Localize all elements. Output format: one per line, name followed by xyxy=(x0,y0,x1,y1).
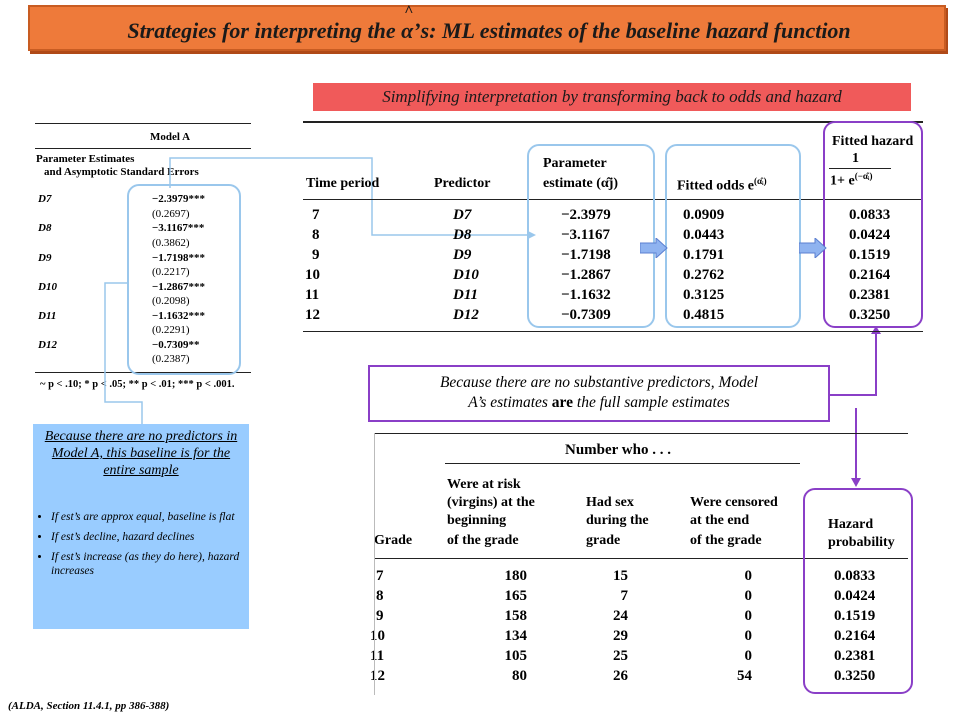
model-a-row-estimate: −1.7198*** xyxy=(152,252,206,264)
model-a-row-se: (0.3862) xyxy=(152,237,190,249)
row-hazard: 0.3250 xyxy=(849,307,891,323)
hazard-column-highlight xyxy=(823,121,923,328)
row-odds: 0.2762 xyxy=(683,267,725,283)
header-censored-l1: Were censored xyxy=(690,495,778,510)
row-hazard: 0.2381 xyxy=(849,287,891,303)
title-part-before: Strategies for interpreting the xyxy=(127,18,402,43)
blue-note-heading: Because there are no predictors in Model A, this baseline is for the entire sample xyxy=(44,429,238,478)
grade-cell: 7 xyxy=(376,568,384,584)
at-risk-cell: 165 xyxy=(504,588,527,604)
at-risk-cell: 180 xyxy=(504,568,527,584)
model-a-row-label: D10 xyxy=(38,281,57,293)
hazard-cell: 0.1519 xyxy=(834,608,876,624)
header-fitted-odds-exp: (α̂ᵢ) xyxy=(754,176,767,186)
header-param-line2: estimate (α̂j) xyxy=(543,176,619,191)
blue-note-bullet: • If est’s decline, hazard declines xyxy=(51,530,251,544)
row-period: 10 xyxy=(305,267,320,283)
row-predictor: D12 xyxy=(453,307,479,323)
at-risk-cell: 158 xyxy=(504,608,527,624)
row-hazard: 0.1519 xyxy=(849,247,891,263)
title-part-after: ’s: ML estimates of the baseline hazard function xyxy=(413,18,851,43)
censored-cell: 0 xyxy=(744,608,752,624)
connector-to-parameter-column xyxy=(170,158,528,235)
purple-note-text xyxy=(370,367,828,413)
header-predictor: Predictor xyxy=(434,176,491,191)
model-a-section-line1: Parameter Estimates xyxy=(36,153,135,165)
model-a-row-estimate: −1.2867*** xyxy=(152,281,206,293)
header-at-risk-l3: beginning xyxy=(447,513,507,528)
header-had-sex-l1: Had sex xyxy=(586,495,634,510)
row-estimate: −2.3979 xyxy=(561,207,611,223)
header-censored-l2: at the end xyxy=(690,513,750,528)
header-hazard-l1: Hazard xyxy=(828,517,874,532)
censored-cell: 0 xyxy=(744,648,752,664)
at-risk-cell: 105 xyxy=(504,648,527,664)
purple-note-line1: Because there are no substantive predictors, Model xyxy=(439,374,759,391)
citation: (ALDA, Section 11.4.1, pp 386-388) xyxy=(8,700,170,712)
hazard-cell: 0.2381 xyxy=(834,648,876,664)
purple-connector-up xyxy=(830,332,876,395)
model-a-row-se: (0.2098) xyxy=(152,295,190,307)
model-a-row-estimate: −0.7309** xyxy=(152,339,200,351)
model-a-footnote: ~ p < .10; * p < .05; ** p < .01; *** p < .001. xyxy=(40,379,235,390)
header-had-sex-l2: during the xyxy=(586,513,649,528)
model-a-row-label: D9 xyxy=(38,252,52,264)
group-header-rule xyxy=(445,463,800,464)
purple-note-box xyxy=(368,365,830,422)
header-fitted-odds-text: Fitted odds e xyxy=(677,178,754,194)
hazard-probability-highlight xyxy=(803,488,913,694)
hazard-cell: 0.3250 xyxy=(834,668,876,684)
model-a-row-label: D7 xyxy=(38,193,52,205)
row-odds: 0.3125 xyxy=(683,287,725,303)
row-odds: 0.0443 xyxy=(683,227,725,243)
had-sex-cell: 25 xyxy=(613,648,628,664)
model-a-row-label: D11 xyxy=(38,310,57,322)
row-period: 8 xyxy=(312,227,320,243)
header-at-risk-l1: Were at risk xyxy=(447,477,521,492)
row-period: 9 xyxy=(312,247,320,263)
censored-cell: 0 xyxy=(744,628,752,644)
grade-cell: 10 xyxy=(370,628,385,644)
row-hazard: 0.2164 xyxy=(849,267,891,283)
hazard-cell: 0.2164 xyxy=(834,628,876,644)
model-a-header: Model A xyxy=(150,131,191,143)
row-estimate: −1.1632 xyxy=(561,287,611,303)
purple-note-line2-before: A’s estimates xyxy=(468,394,552,411)
row-period: 7 xyxy=(312,207,320,223)
had-sex-cell: 24 xyxy=(613,608,628,624)
header-grade: Grade xyxy=(374,533,413,548)
row-odds: 0.4815 xyxy=(683,307,725,323)
row-period: 11 xyxy=(305,287,320,303)
hazard-cell: 0.0833 xyxy=(834,568,876,584)
top-table-bottom-rule xyxy=(303,331,923,332)
row-estimate: −1.2867 xyxy=(561,267,611,283)
header-hazard-den-text: 1+ e xyxy=(830,173,855,189)
param-column-highlight xyxy=(527,144,655,328)
blue-note-bullet: • If est’s are approx equal, baseline is flat xyxy=(51,510,251,524)
header-at-risk-l4: of the grade xyxy=(447,533,519,548)
header-fitted-hazard: Fitted hazard xyxy=(832,134,914,149)
subtitle-text: Simplifying interpretation by transforming back to odds and hazard xyxy=(382,87,842,106)
model-a-row-label: D12 xyxy=(38,339,57,351)
row-estimate: −0.7309 xyxy=(561,307,611,323)
at-risk-cell: 80 xyxy=(512,668,527,684)
hazard-cell: 0.0424 xyxy=(834,588,876,604)
model-a-row-estimate: −2.3979*** xyxy=(152,193,206,205)
odds-column-highlight xyxy=(665,144,801,328)
row-hazard: 0.0424 xyxy=(849,227,891,243)
row-odds: 0.0909 xyxy=(683,207,725,223)
header-at-risk-l2: (virgins) at the xyxy=(447,495,535,510)
grade-cell: 8 xyxy=(376,588,384,604)
model-a-row-estimate: −3.1167*** xyxy=(152,222,205,234)
had-sex-cell: 29 xyxy=(613,628,628,644)
alpha-symbol: α xyxy=(401,18,414,43)
row-predictor: D8 xyxy=(453,227,472,243)
header-had-sex-l3: grade xyxy=(586,533,621,548)
censored-cell: 0 xyxy=(744,588,752,604)
purple-arrowhead-down xyxy=(851,478,861,487)
block-arrow-to-hazard xyxy=(799,238,827,258)
block-arrow-to-odds xyxy=(640,238,668,258)
hat-mark: ^ xyxy=(404,3,414,20)
model-a-row-se: (0.2291) xyxy=(152,324,190,336)
group-header: Number who . . . xyxy=(565,442,671,458)
bottom-table-left-edge xyxy=(374,433,375,695)
grade-cell: 9 xyxy=(376,608,384,624)
model-a-section-line2: and Asymptotic Standard Errors xyxy=(44,166,199,178)
censored-cell: 0 xyxy=(744,568,752,584)
purple-note-line2-after: the full sample estimates xyxy=(573,394,730,411)
purple-note-emphasis: are xyxy=(551,394,574,411)
header-time-period: Time period xyxy=(306,176,380,191)
row-predictor: D9 xyxy=(453,247,472,263)
row-estimate: −1.7198 xyxy=(561,247,611,263)
row-period: 12 xyxy=(305,307,320,323)
row-estimate: −3.1167 xyxy=(561,227,610,243)
had-sex-cell: 7 xyxy=(620,588,628,604)
grade-cell: 12 xyxy=(370,668,385,684)
had-sex-cell: 26 xyxy=(613,668,628,684)
header-hazard-den-exp: (−α̂ᵢ) xyxy=(854,171,873,181)
header-hazard-l2: probability xyxy=(828,535,895,550)
model-a-row-se: (0.2217) xyxy=(152,266,190,278)
censored-cell: 54 xyxy=(737,668,752,684)
row-hazard: 0.0833 xyxy=(849,207,891,223)
header-hazard-numerator: 1 xyxy=(852,151,859,166)
row-predictor: D11 xyxy=(453,287,479,303)
bottom-table-top-rule xyxy=(374,433,908,434)
row-predictor: D7 xyxy=(453,207,472,223)
model-a-row-estimate: −1.1632*** xyxy=(152,310,206,322)
model-a-row-label: D8 xyxy=(38,222,52,234)
header-param-line1: Parameter xyxy=(543,156,607,171)
grade-cell: 11 xyxy=(370,648,385,664)
at-risk-cell: 134 xyxy=(504,628,527,644)
row-predictor: D10 xyxy=(453,267,479,283)
row-odds: 0.1791 xyxy=(683,247,725,263)
model-a-row-se: (0.2387) xyxy=(152,353,190,365)
blue-note-bullets xyxy=(39,510,251,584)
blue-note-bullet: • If est’s increase (as they do here), hazard increases xyxy=(51,550,251,578)
blue-note-box xyxy=(33,424,249,629)
connector-to-blue-note xyxy=(105,283,142,424)
had-sex-cell: 15 xyxy=(613,568,628,584)
header-censored-l3: of the grade xyxy=(690,533,762,548)
model-a-row-se: (0.2697) xyxy=(152,208,190,220)
